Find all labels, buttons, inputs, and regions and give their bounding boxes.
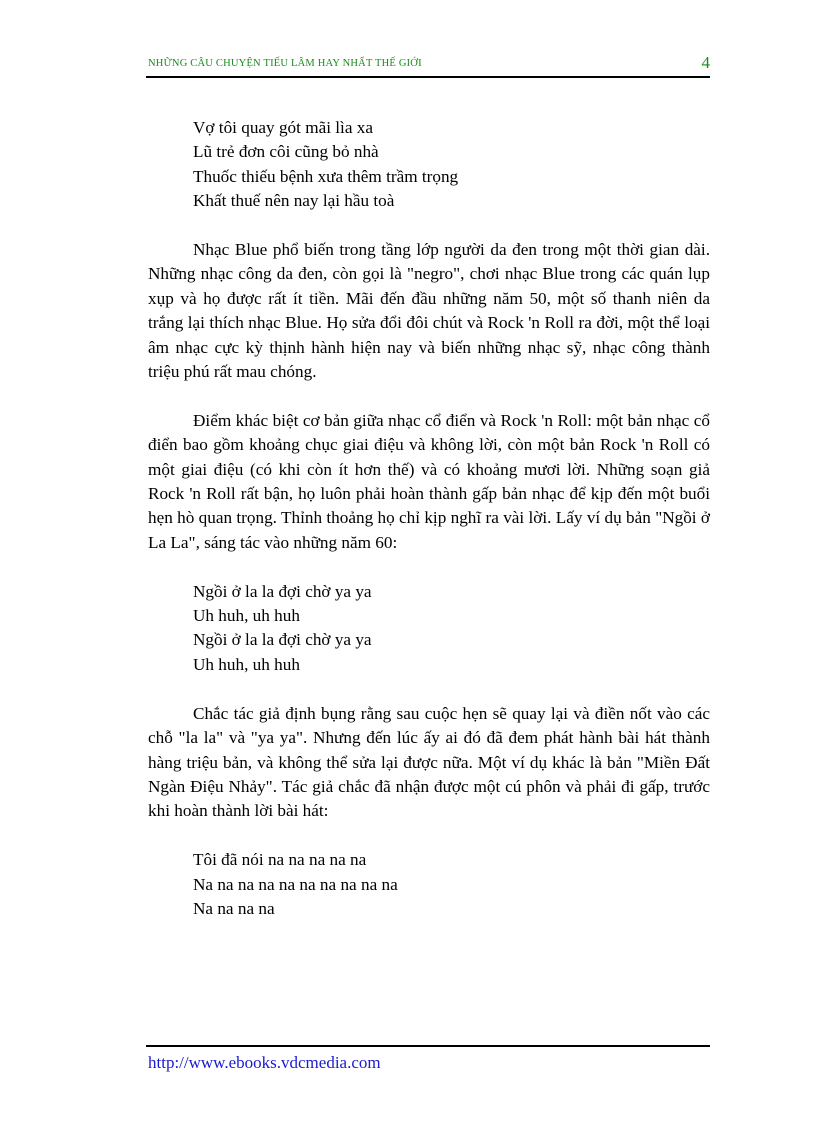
lyric-line: Tôi đã nói na na na na na bbox=[193, 850, 367, 870]
poem-verse bbox=[193, 116, 710, 214]
website-link[interactable]: http://www.ebooks.vdcmedia.com bbox=[148, 1053, 381, 1072]
verse-line: Vợ tôi quay gót mãi lìa xa bbox=[193, 118, 373, 137]
lyric-line: Uh huh, uh huh bbox=[193, 654, 300, 674]
lyric-line: Uh huh, uh huh bbox=[193, 606, 300, 626]
song-lyrics bbox=[193, 848, 710, 921]
song-lyrics bbox=[193, 580, 710, 678]
paragraph: Điểm khác biệt cơ bản giữa nhạc cổ điển và Rock 'n Roll: một bản nhạc cổ điển bao gồm khoảng chục giai điệu và không lời, còn một bản Rock 'n Roll có một giai điệu (có khi còn ít hơn thế) và có khoảng mươi lời. Những soạn giả Rock 'n Roll rất bận, họ luôn phải hoàn thành gấp bản nhạc để kịp đến một buổi hẹn hò quan trọng. Thỉnh thoảng họ chỉ kịp nghĩ ra vài lời. Lấy ví dụ bản "Ngồi ở La La", sáng tác vào những năm 60: bbox=[148, 410, 710, 552]
page-header bbox=[146, 52, 710, 78]
verse-line: Khất thuế nên nay lại hầu toà bbox=[193, 191, 395, 211]
paragraph: Nhạc Blue phổ biến trong tầng lớp người da đen trong một thời gian dài. Những nhạc công da đen, còn gọi là "negro", chơi nhạc Blue trong các quán lụp xụp và họ được rất ít tiền. Mãi đến đầu những năm 50, một số thanh niên da trắng lại thích nhạc Blue. Họ sửa đổi đôi chút và Rock 'n Roll ra đời, một thể loại âm nhạc cực kỳ thịnh hành hiện nay và biến những nhạc sỹ, nhạc công thành triệu phú rất mau chóng. bbox=[148, 240, 710, 382]
verse-line: Thuốc thiếu bệnh xưa thêm trầm trọng bbox=[193, 166, 459, 186]
lyric-line: Ngồi ở la la đợi chờ ya ya bbox=[193, 630, 372, 650]
verse-line: Lũ trẻ đơn côi cũng bỏ nhà bbox=[193, 142, 379, 162]
page-body bbox=[148, 116, 710, 921]
page-number: 4 bbox=[701, 53, 710, 72]
paragraph: Chắc tác giả định bụng rằng sau cuộc hẹn sẽ quay lại và điền nốt vào các chỗ "la la" và "ya ya". Nhưng đến lúc ấy ai đó đã đem phát hành bài hát thành hàng triệu bản, và không thể sửa lại được nữa. Một ví dụ khác là bản "Miền Đất Ngàn Điệu Nhảy". Tác giả chắc đã nhận được một cú phôn và phải đi gấp, trước khi hoàn thành lời bài hát: bbox=[148, 703, 710, 821]
page-footer bbox=[146, 1045, 710, 1072]
lyric-line: Na na na na na na na na na na bbox=[193, 874, 398, 894]
running-title: NHỮNG CÂU CHUYỆN TIẾU LÂM HAY NHẤT THẾ GIỚI bbox=[148, 58, 422, 69]
lyric-line: Na na na na bbox=[193, 898, 275, 918]
lyric-line: Ngồi ở la la đợi chờ ya ya bbox=[193, 581, 372, 601]
